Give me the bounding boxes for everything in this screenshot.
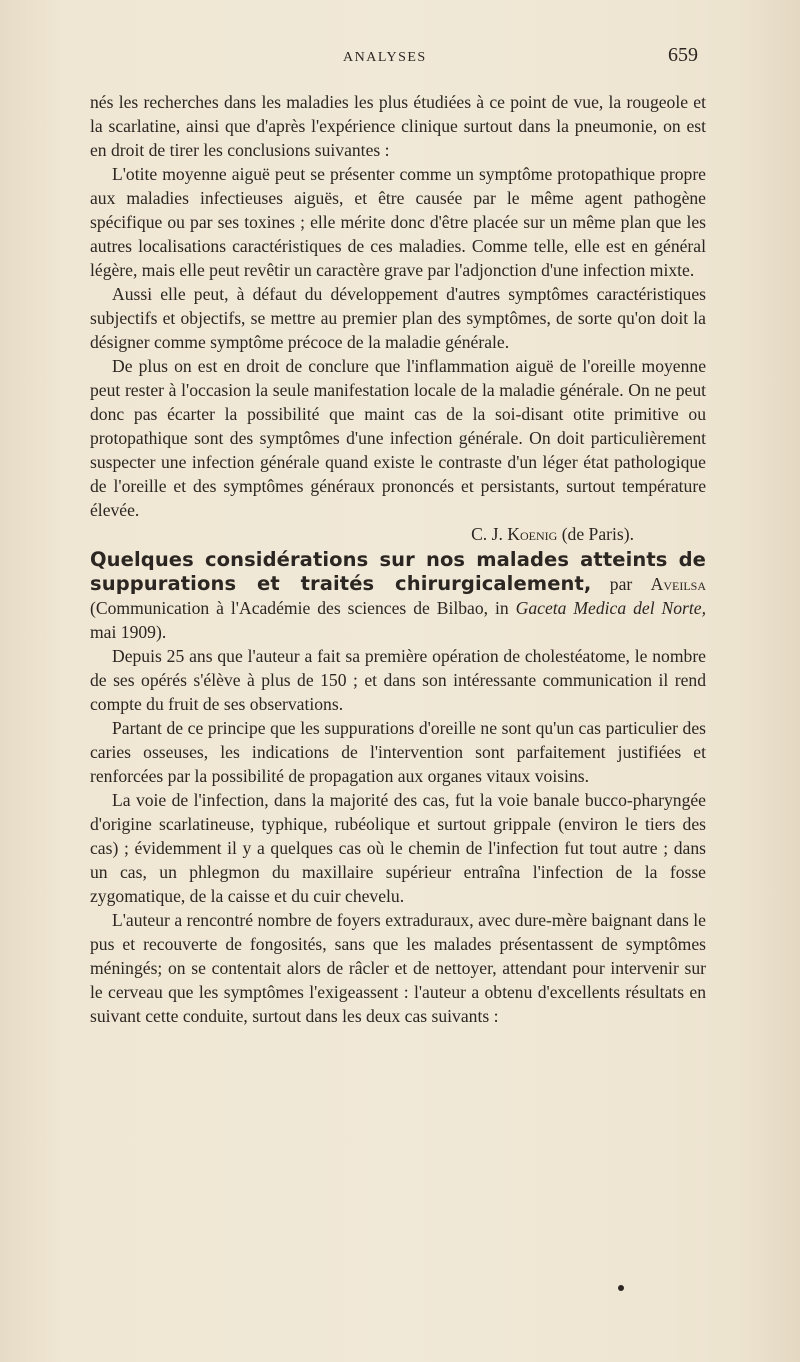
- running-head: ANALYSES: [343, 50, 427, 65]
- signature-name: Koenig: [507, 524, 558, 544]
- article-title: Quelques considérations sur nos malades atteints de suppurations et traités chirurgicalement,: [90, 548, 706, 595]
- author-signature: [90, 522, 706, 546]
- paragraph: L'auteur a rencontré nombre de foyers extraduraux, avec dure-mère baignant dans le pus et recouverte de fongosités, sans que les malades présentassent de symptômes méningés; on se contentait alors de râcler et de nettoyer, attendant pour intervenir sur le cerveau que les symptômes l'exigeassent : l'auteur a obtenu d'excellents résultats en suivant cette conduite, surtout dans les deux cas suivants :: [90, 910, 706, 1026]
- paragraph: Depuis 25 ans que l'auteur a fait sa première opération de cholestéatome, le nombre de ses opérés s'élève à plus de 150 ; et dans son intéressante communication il rend compte du fruit de ses observations.: [90, 646, 706, 714]
- article-heading: [90, 548, 706, 644]
- article-by: par: [609, 574, 633, 594]
- ink-dot-mark: [618, 1285, 624, 1291]
- paragraph: Partant de ce principe que les suppurations d'oreille ne sont qu'un cas particulier des caries osseuses, les indications de l'intervention sont parfaitement justifiées et renforcées par la possibilité de propagation aux organes vitaux voisins.: [90, 718, 706, 786]
- paragraph: L'otite moyenne aiguë peut se présenter comme un symptôme protopathique propre aux maladies infectieuses aiguës, et être causée par le même agent pathogène spécifique ou par ses toxines ; elle mérite donc d'être placée sur un même plan que les autres localisations caractéristiques de ces maladies. Comme telle, elle est en général légère, mais elle peut revêtir un caractère grave par l'adjonction d'une infection mixte.: [90, 164, 706, 280]
- signature-initials: C. J.: [471, 524, 503, 544]
- paragraph-continued: nés les recherches dans les maladies les plus étudiées à ce point de vue, la rougeole et la scarlatine, ainsi que d'après l'expérience clinique surtout dans la pneumonie, on est en droit de tirer les conclusions suivantes :: [90, 92, 706, 160]
- journal-name: Gaceta Medica del Norte,: [515, 598, 706, 618]
- article-body: [90, 90, 706, 1028]
- article-source-close: mai 1909).: [90, 622, 167, 642]
- paragraph: La voie de l'infection, dans la majorité des cas, fut la voie banale bucco-pharyngée d'origine scarlatineuse, typhique, rubéolique et surtout grippale (environ le tiers des cas) ; évidemment il y a quelques cas où le chemin de l'infection fut tout autre ; dans un cas, un phlegmon du maxillaire supérieur entraîna l'infection de la fosse zygomatique, de la caisse et du cuir chevelu.: [90, 790, 706, 906]
- paragraph: De plus on est en droit de conclure que l'inflammation aiguë de l'oreille moyenne peut rester à l'occasion la seule manifestation locale de la maladie générale. On ne peut donc pas écarter la possibilité que maint cas de la soi-disant otite primitive ou protopathique sont des symptômes d'une infection générale. On doit particulièrement suspecter une infection générale quand existe le contraste d'un léger état pathologique de l'oreille et des symptômes généraux prononcés et persistants, surtout température élevée.: [90, 356, 706, 520]
- article-author: Aveilsa: [650, 574, 706, 594]
- paragraph: Aussi elle peut, à défaut du développement d'autres symptômes caractéristiques subjectifs et objectifs, se mettre au premier plan des symptômes, de sorte qu'on doit la désigner comme symptôme précoce de la maladie générale.: [90, 284, 706, 352]
- signature-place: (de Paris).: [561, 524, 634, 544]
- article-source-open: (Communication à l'Académie des sciences de Bilbao, in: [90, 598, 509, 618]
- page-number: 659: [668, 44, 698, 66]
- page-header: [0, 36, 800, 76]
